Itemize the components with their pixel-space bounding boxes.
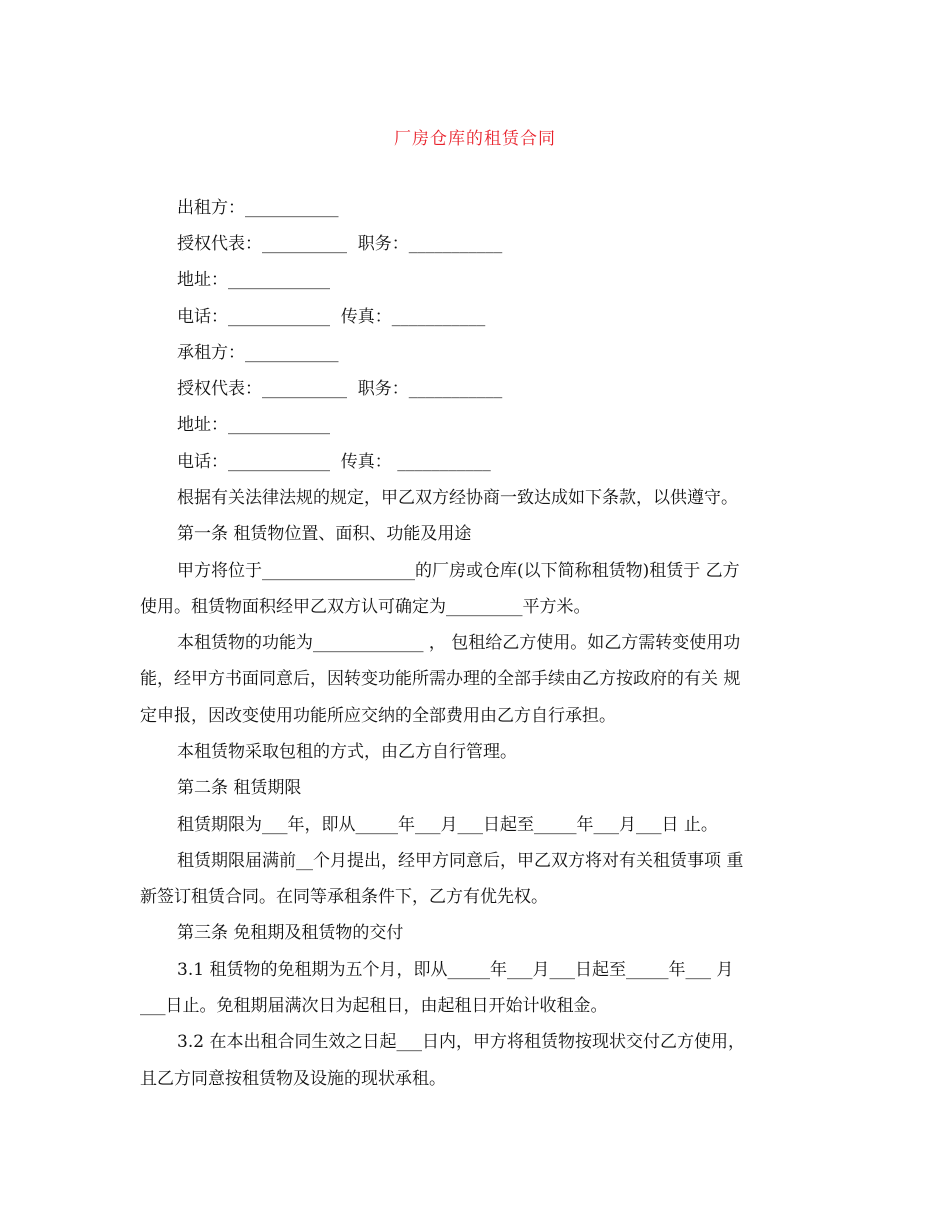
article-3-heading: 第三条 免租期及租赁物的交付 (177, 923, 404, 943)
lessor-representative-line: 授权代表：__________ 职务：___________ (177, 234, 503, 254)
lessee-representative-line: 授权代表：__________ 职务：___________ (177, 379, 503, 399)
article-3-paragraph-line: ___日止。免租期届满次日为起租日，由起租日开始计收租金。 (140, 996, 608, 1016)
lessor-phone-line: 电话：____________ 传真：___________ (177, 307, 486, 327)
article-1-paragraph-line: 本租赁物的功能为_____________ ， 包租给乙方使用。如乙方需转变使用功 (177, 633, 741, 653)
article-1-paragraph-line: 定申报，因改变使用功能所应交纳的全部费用由乙方自行承担。 (140, 706, 616, 726)
lessor-address-line: 地址：____________ (177, 270, 330, 290)
article-3-paragraph-line: 且乙方同意按租赁物及设施的现状承租。 (140, 1069, 446, 1089)
article-2-paragraph-line: 租赁期限届满前__个月提出，经甲方同意后，甲乙双方将对有关租赁事项 重 (177, 851, 744, 871)
lessor-line: 出租方：___________ (177, 198, 339, 218)
article-3-paragraph-line: 3.2 在本出租合同生效之日起___日内，甲方将租赁物按现状交付乙方使用， (177, 1032, 745, 1052)
article-2-paragraph-line: 租赁期限为___年，即从_____年___月___日起至_____年___月___日 止。 (177, 815, 718, 835)
article-1-paragraph-line: 使用。租赁物面积经甲乙双方认可确定为_________平方米。 (140, 597, 591, 617)
article-1-paragraph-line: 能，经甲方书面同意后，因转变功能所需办理的全部手续由乙方按政府的有关 规 (140, 669, 741, 689)
article-1-paragraph-line: 本租赁物采取包租的方式，由乙方自行管理。 (177, 742, 517, 762)
lessee-address-line: 地址：____________ (177, 415, 330, 435)
document-title: 厂房仓库的租赁合同 (394, 129, 556, 149)
article-2-paragraph-line: 新签订租赁合同。在同等承租条件下，乙方有优先权。 (140, 887, 548, 907)
lessee-phone-line: 电话：____________ 传真： ___________ (177, 452, 491, 472)
article-2-heading: 第二条 租赁期限 (177, 778, 302, 798)
article-1-heading: 第一条 租赁物位置、面积、功能及用途 (177, 524, 472, 544)
article-3-paragraph-line: 3.1 租赁物的免租期为五个月，即从_____年___月___日起至_____年___ 月 (177, 960, 734, 980)
lessee-line: 承租方：___________ (177, 343, 339, 363)
preamble-paragraph: 根据有关法律法规的规定，甲乙双方经协商一致达成如下条款，以供遵守。 (177, 488, 738, 508)
article-1-paragraph-line: 甲方将位于__________________的厂房或仓库(以下简称租赁物)租赁于 乙方 (177, 561, 740, 581)
